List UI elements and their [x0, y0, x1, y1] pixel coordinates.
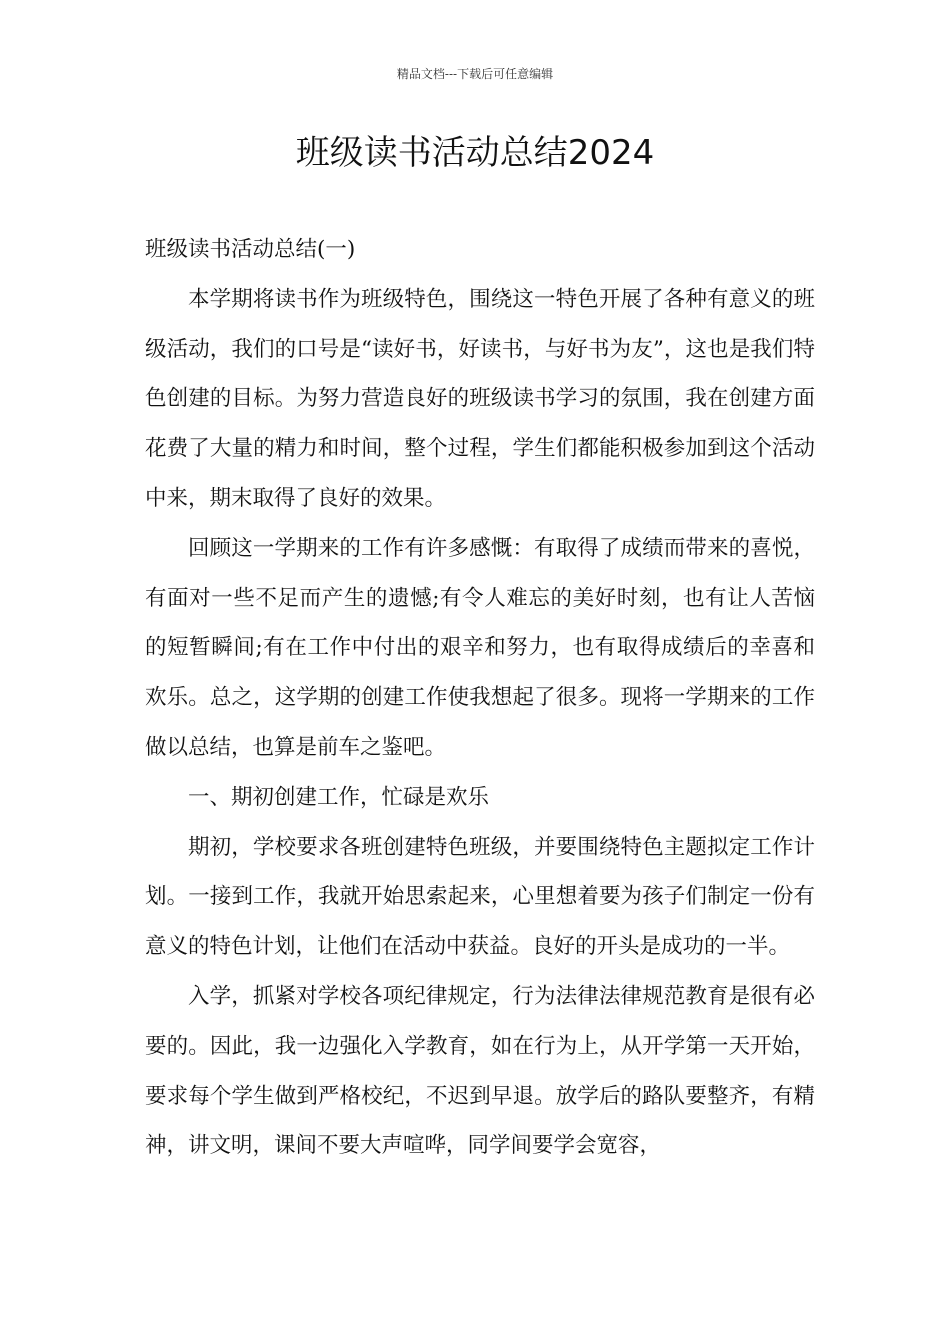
- paragraph: 期初，学校要求各班创建特色班级，并要围绕特色主题拟定工作计划。一接到工作，我就开始思索起来，心里想着要为孩子们制定一份有意义的特色计划，让他们在活动中获益。良好的开头是成功的一半。: [145, 834, 815, 960]
- document-title: 班级读书活动总结2024: [295, 133, 655, 173]
- subsection-heading: 一、期初创建工作，忙碌是欢乐: [188, 784, 490, 810]
- paragraph: 入学，抓紧对学校各项纪律规定，行为法律法律规范教育是很有必要的。因此，我一边强化入学教育，如在行为上，从开学第一天开始，要求每个学生做到严格校纪，不迟到早退。放学后的路队要整齐，有精神，讲文明，课间不要大声喧哗，同学间要学会宽容，: [145, 983, 815, 1159]
- paragraph: 回顾这一学期来的工作有许多感慨：有取得了成绩而带来的喜悦，有面对一些不足而产生的遗憾;有令人难忘的美好时刻，也有让人苦恼的短暂瞬间;有在工作中付出的艰辛和努力，也有取得成绩后的幸喜和欢乐。总之，这学期的创建工作使我想起了很多。现将一学期来的工作做以总结，也算是前车之鉴吧。: [145, 535, 815, 760]
- section-heading: 班级读书活动总结(一): [145, 237, 356, 262]
- document-body: [145, 225, 815, 1171]
- paragraph: 本学期将读书作为班级特色，围绕这一特色开展了各种有意义的班级活动，我们的口号是“读好书，好读书，与好书为友”，这也是我们特色创建的目标。为努力营造良好的班级读书学习的氛围，我在创建方面花费了大量的精力和时间，整个过程，学生们都能积极参加到这个活动中来，期末取得了良好的效果。: [145, 286, 815, 511]
- header-note: 精品文档---下载后可任意编辑: [396, 67, 554, 81]
